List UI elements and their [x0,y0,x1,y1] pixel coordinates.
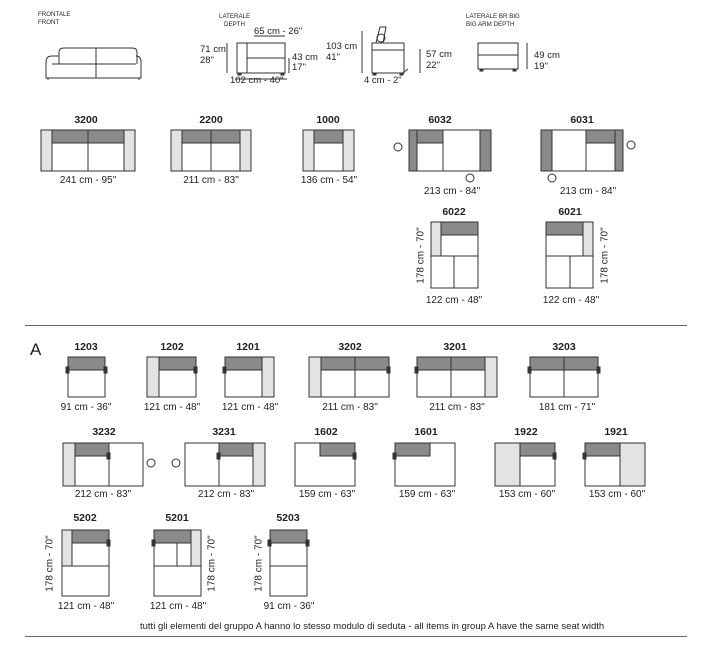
dim-height-in: 28" [200,55,214,66]
dim-3232: 212 cm - 83" [74,489,132,500]
model-1602-plan [295,443,356,486]
model-3231-plan [172,443,265,486]
code-6022: 6022 [442,206,466,218]
dim-6032: 213 cm - 84" [423,186,481,197]
dim-seat-in: 17" [292,62,306,73]
model-3232-plan [63,443,155,486]
code-6032: 6032 [428,114,452,126]
dim-3202: 211 cm - 83" [322,402,378,413]
code-3203: 3203 [552,341,576,353]
model-3203-plan [528,357,600,397]
dim-1202: 121 cm - 48" [143,402,201,413]
code-1202: 1202 [160,341,184,353]
code-3201: 3201 [443,341,467,353]
model-1601-plan [393,443,455,486]
dim-3200: 241 cm - 95" [59,175,117,186]
dim-bigarm-cm: 49 cm [534,50,560,61]
dim-seat-cm: 43 cm [292,52,318,63]
code-1000: 1000 [316,114,340,126]
dim-5201-length: 178 cm - 70" [206,535,218,592]
code-1601: 1601 [414,426,438,438]
code-1201: 1201 [236,341,260,353]
bigarm-label-en: BIG ARM DEPTH [466,21,515,28]
model-5203-plan [268,530,309,596]
dim-recline-seat-cm: 57 cm [426,49,452,60]
group-label: A [30,340,42,359]
dim-5203-width: 91 cm - 36" [263,601,315,612]
dim-3203: 181 cm - 71" [538,402,596,413]
footnote: tutti gli elementi del gruppo A hanno lo stesso modulo di seduta - all items in group A have the same seat width [140,621,605,632]
code-5203: 5203 [276,512,300,524]
dim-1000: 136 cm - 54" [300,175,358,186]
model-1201-plan [223,357,274,397]
front-label: FRONTALE [38,11,71,18]
code-3231: 3231 [212,426,236,438]
dim-bigarm-in: 19" [534,61,548,72]
model-1921-plan [583,443,645,486]
dim-5203-length: 178 cm - 70" [253,535,265,592]
dim-recline-seat-in: 22" [426,60,440,71]
code-3200: 3200 [74,114,98,126]
dim-6021-width: 122 cm - 48" [542,295,600,306]
dim-recline-offset: 4 cm - 2" [364,75,402,86]
dim-5201-width: 121 cm - 48" [149,601,207,612]
dim-6022-length: 178 cm - 70" [415,227,427,284]
dim-1922: 153 cm - 60" [498,489,556,500]
model-5201-plan [152,530,201,596]
dim-1602: 159 cm - 63" [298,489,356,500]
dim-recline-height-in: 41" [326,52,340,63]
depth-label-en: DEPTH [224,21,245,28]
model-3202-plan [309,357,390,397]
dim-3231: 212 cm - 83" [197,489,255,500]
code-5202: 5202 [73,512,97,524]
dim-5202-width: 121 cm - 48" [57,601,115,612]
dim-6021-length: 178 cm - 70" [599,227,611,284]
code-5201: 5201 [165,512,189,524]
bigarm-label: LATERALE BR BIG [466,13,520,20]
dim-1203: 91 cm - 36" [60,402,112,413]
code-1922: 1922 [514,426,538,438]
depth-label: LATERALE [219,13,251,20]
dim-1921: 153 cm - 60" [588,489,646,500]
model-1922-plan [495,443,556,486]
code-6021: 6021 [558,206,582,218]
model-5202-plan [62,530,110,596]
dim-height-cm: 71 cm [200,44,226,55]
dim-6031: 213 cm - 84" [559,186,617,197]
code-6031: 6031 [570,114,594,126]
code-3202: 3202 [338,341,362,353]
divider-bottom [25,636,687,637]
dim-3201: 211 cm - 83" [429,402,485,413]
dim-top-depth: 65 cm - 26" [254,26,303,37]
code-1602: 1602 [314,426,338,438]
model-1202-plan [147,357,197,397]
dim-5202-length: 178 cm - 70" [44,535,56,592]
front-label-en: FRONT [38,19,60,26]
code-1203: 1203 [74,341,98,353]
code-1921: 1921 [604,426,628,438]
model-1203-plan [66,357,107,397]
code-3232: 3232 [92,426,116,438]
dim-6022-width: 122 cm - 48" [425,295,483,306]
model-3201-plan [415,357,497,397]
code-2200: 2200 [199,114,223,126]
dim-depth: 102 cm - 40" [230,75,284,86]
dim-2200: 211 cm - 83" [183,175,239,186]
dim-1201: 121 cm - 48" [221,402,279,413]
dim-recline-height-cm: 103 cm [326,41,358,52]
dim-1601: 159 cm - 63" [398,489,456,500]
